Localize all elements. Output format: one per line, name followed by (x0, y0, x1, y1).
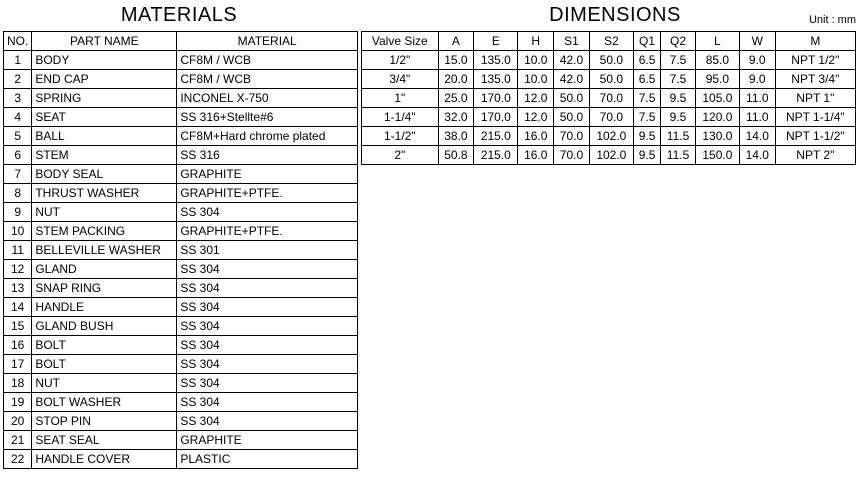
dimensions-cell: 130.0 (695, 127, 739, 146)
dimensions-cell: 15.0 (438, 51, 474, 70)
materials-cell: GRAPHITE (177, 431, 358, 450)
materials-cell: SS 316 (177, 146, 358, 165)
materials-cell: 22 (4, 450, 32, 469)
dimensions-cell: 120.0 (695, 108, 739, 127)
materials-cell: 16 (4, 336, 32, 355)
dimensions-header-row (362, 32, 856, 51)
materials-cell: HANDLE (32, 298, 177, 317)
dimensions-cell: 3/4" (362, 70, 439, 89)
table-row (4, 374, 358, 393)
materials-cell: SS 301 (177, 241, 358, 260)
dimensions-header-cell: Valve Size (362, 32, 439, 51)
materials-cell: SS 304 (177, 355, 358, 374)
materials-cell: 4 (4, 108, 32, 127)
materials-cell: 12 (4, 260, 32, 279)
materials-cell: BOLT WASHER (32, 393, 177, 412)
materials-cell: 15 (4, 317, 32, 336)
dimensions-header-cell: H (518, 32, 554, 51)
dimensions-cell: NPT 3/4" (775, 70, 855, 89)
dimensions-cell: 6.5 (633, 51, 660, 70)
table-row (4, 165, 358, 184)
dimensions-cell: 10.0 (518, 70, 554, 89)
materials-cell: STEM (32, 146, 177, 165)
dimensions-cell: 12.0 (518, 108, 554, 127)
table-row (4, 317, 358, 336)
dimensions-cell: 7.5 (661, 70, 696, 89)
dimensions-cell: 102.0 (589, 127, 633, 146)
materials-cell: STEM PACKING (32, 222, 177, 241)
dimensions-cell: 7.5 (633, 108, 660, 127)
dimensions-cell: NPT 1" (775, 89, 855, 108)
dimensions-cell: 16.0 (518, 146, 554, 165)
materials-cell: STOP PIN (32, 412, 177, 431)
dimensions-cell: 50.0 (554, 108, 590, 127)
materials-cell: GRAPHITE (177, 165, 358, 184)
table-row (4, 70, 358, 89)
dimensions-cell: 9.5 (633, 146, 660, 165)
materials-cell: SNAP RING (32, 279, 177, 298)
materials-cell: 19 (4, 393, 32, 412)
table-row (4, 298, 358, 317)
dimensions-cell: 105.0 (695, 89, 739, 108)
dimensions-header-cell: M (775, 32, 855, 51)
materials-cell: THRUST WASHER (32, 184, 177, 203)
materials-cell: GRAPHITE+PTFE. (177, 184, 358, 203)
dimensions-cell: NPT 2" (775, 146, 855, 165)
materials-cell: BODY (32, 51, 177, 70)
dimensions-header-cell: E (474, 32, 518, 51)
materials-cell: SS 304 (177, 203, 358, 222)
table-row (4, 260, 358, 279)
materials-cell: SS 304 (177, 260, 358, 279)
dimensions-header-cell: W (739, 32, 775, 51)
materials-header-cell: NO. (4, 32, 32, 51)
table-row (362, 146, 856, 165)
table-row (4, 108, 358, 127)
dimensions-header-cell: Q1 (633, 32, 660, 51)
materials-cell: 2 (4, 70, 32, 89)
dimensions-cell: 85.0 (695, 51, 739, 70)
table-row (4, 412, 358, 431)
table-row (4, 450, 358, 469)
materials-cell: 14 (4, 298, 32, 317)
dimensions-cell: 11.5 (661, 146, 696, 165)
dimensions-cell: 1-1/2" (362, 127, 439, 146)
dimensions-cell: 9.0 (739, 70, 775, 89)
dimensions-cell: NPT 1-1/4" (775, 108, 855, 127)
dimensions-cell: 9.5 (661, 89, 696, 108)
table-row (4, 127, 358, 146)
table-row (4, 393, 358, 412)
dimensions-cell: 50.8 (438, 146, 474, 165)
dimensions-cell: 42.0 (554, 51, 590, 70)
materials-cell: SPRING (32, 89, 177, 108)
dimensions-cell: 2" (362, 146, 439, 165)
materials-header-cell: PART NAME (32, 32, 177, 51)
table-row (4, 89, 358, 108)
dimensions-cell: 50.0 (554, 89, 590, 108)
table-row (4, 241, 358, 260)
dimensions-cell: 70.0 (589, 108, 633, 127)
materials-cell: SS 304 (177, 412, 358, 431)
dimensions-cell: 1-1/4" (362, 108, 439, 127)
materials-cell: SS 304 (177, 317, 358, 336)
dimensions-cell: 70.0 (589, 89, 633, 108)
materials-cell: GRAPHITE+PTFE. (177, 222, 358, 241)
dimensions-cell: 215.0 (474, 127, 518, 146)
materials-cell: 11 (4, 241, 32, 260)
table-row (4, 431, 358, 450)
materials-cell: GLAND (32, 260, 177, 279)
dimensions-cell: NPT 1/2" (775, 51, 855, 70)
dimensions-cell: 32.0 (438, 108, 474, 127)
materials-cell: 6 (4, 146, 32, 165)
dimensions-cell: 50.0 (589, 70, 633, 89)
dimensions-cell: 50.0 (589, 51, 633, 70)
materials-cell: 21 (4, 431, 32, 450)
dimensions-cell: 10.0 (518, 51, 554, 70)
materials-cell: SEAT (32, 108, 177, 127)
materials-cell: 7 (4, 165, 32, 184)
dimensions-header-cell: Q2 (661, 32, 696, 51)
dimensions-cell: 102.0 (589, 146, 633, 165)
table-row (4, 51, 358, 70)
materials-cell: GLAND BUSH (32, 317, 177, 336)
materials-table (3, 31, 358, 469)
materials-cell: INCONEL X-750 (177, 89, 358, 108)
materials-cell: 17 (4, 355, 32, 374)
table-row (362, 89, 856, 108)
dimensions-cell: 9.5 (661, 108, 696, 127)
materials-cell: PLASTIC (177, 450, 358, 469)
dimensions-cell: 25.0 (438, 89, 474, 108)
materials-cell: SS 304 (177, 279, 358, 298)
materials-cell: BOLT (32, 336, 177, 355)
dimensions-cell: 70.0 (554, 146, 590, 165)
dimensions-cell: 14.0 (739, 127, 775, 146)
table-row (4, 146, 358, 165)
dimensions-cell: 150.0 (695, 146, 739, 165)
materials-cell: SS 304 (177, 336, 358, 355)
materials-cell: CF8M / WCB (177, 70, 358, 89)
materials-cell: SS 304 (177, 393, 358, 412)
dimensions-cell: 11.5 (661, 127, 696, 146)
materials-cell: 20 (4, 412, 32, 431)
materials-cell: 10 (4, 222, 32, 241)
materials-cell: 1 (4, 51, 32, 70)
dimensions-cell: 20.0 (438, 70, 474, 89)
materials-cell: 8 (4, 184, 32, 203)
materials-cell: SEAT SEAL (32, 431, 177, 450)
dimensions-cell: 1" (362, 89, 439, 108)
materials-cell: SS 316+Stellte#6 (177, 108, 358, 127)
materials-header-cell: MATERIAL (177, 32, 358, 51)
dimensions-cell: 135.0 (474, 51, 518, 70)
materials-cell: 3 (4, 89, 32, 108)
dimensions-cell: 95.0 (695, 70, 739, 89)
materials-cell: BALL (32, 127, 177, 146)
dimensions-cell: 170.0 (474, 108, 518, 127)
dimensions-header-cell: S2 (589, 32, 633, 51)
table-row (362, 127, 856, 146)
dimensions-cell: 11.0 (739, 89, 775, 108)
materials-cell: HANDLE COVER (32, 450, 177, 469)
dimensions-cell: 135.0 (474, 70, 518, 89)
dimensions-cell: 9.5 (633, 127, 660, 146)
dimensions-cell: 11.0 (739, 108, 775, 127)
dimensions-cell: 7.5 (661, 51, 696, 70)
dimensions-cell: 16.0 (518, 127, 554, 146)
materials-cell: NUT (32, 203, 177, 222)
table-row (362, 51, 856, 70)
materials-cell: 5 (4, 127, 32, 146)
table-row (4, 355, 358, 374)
dimensions-cell: 38.0 (438, 127, 474, 146)
materials-cell: 18 (4, 374, 32, 393)
dimensions-title: DIMENSIONS (549, 4, 681, 26)
materials-cell: END CAP (32, 70, 177, 89)
unit-label: Unit : mm (808, 14, 856, 26)
dimensions-header-cell: L (695, 32, 739, 51)
dimensions-cell: 42.0 (554, 70, 590, 89)
materials-cell: CF8M / WCB (177, 51, 358, 70)
table-row (362, 108, 856, 127)
dimensions-cell: 1/2" (362, 51, 439, 70)
dimensions-cell: 70.0 (554, 127, 590, 146)
materials-title: MATERIALS (120, 4, 238, 26)
dimensions-cell: 6.5 (633, 70, 660, 89)
materials-cell: SS 304 (177, 298, 358, 317)
dimensions-cell: 14.0 (739, 146, 775, 165)
materials-header-row (4, 32, 358, 51)
materials-cell: 13 (4, 279, 32, 298)
materials-cell: BELLEVILLE WASHER (32, 241, 177, 260)
materials-cell: BODY SEAL (32, 165, 177, 184)
table-row (4, 184, 358, 203)
materials-cell: NUT (32, 374, 177, 393)
dimensions-cell: 170.0 (474, 89, 518, 108)
dimensions-header-cell: S1 (554, 32, 590, 51)
dimensions-table (361, 31, 856, 165)
materials-cell: SS 304 (177, 374, 358, 393)
table-row (4, 336, 358, 355)
dimensions-cell: 215.0 (474, 146, 518, 165)
dimensions-cell: NPT 1-1/2" (775, 127, 855, 146)
dimensions-cell: 12.0 (518, 89, 554, 108)
dimensions-cell: 7.5 (633, 89, 660, 108)
materials-cell: 9 (4, 203, 32, 222)
table-row (4, 203, 358, 222)
materials-cell: BOLT (32, 355, 177, 374)
table-row (362, 70, 856, 89)
table-row (4, 279, 358, 298)
table-row (4, 222, 358, 241)
dimensions-header-cell: A (438, 32, 474, 51)
dimensions-cell: 9.0 (739, 51, 775, 70)
materials-cell: CF8M+Hard chrome plated (177, 127, 358, 146)
